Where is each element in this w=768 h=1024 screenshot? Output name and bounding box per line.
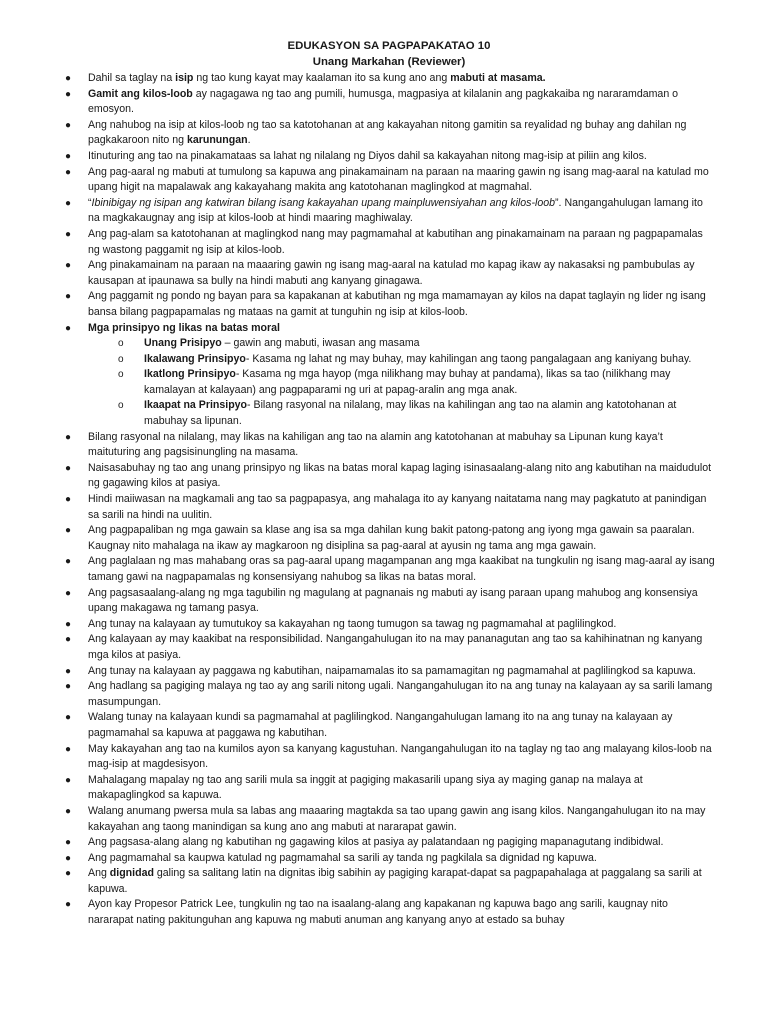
reviewer-list <box>62 71 716 929</box>
list-item <box>62 897 716 928</box>
bullet-icon: ● <box>65 88 72 100</box>
bullet-icon: ● <box>65 837 72 849</box>
circle-bullet-icon: o <box>118 353 124 365</box>
bullet-icon: ● <box>65 166 72 178</box>
item-text: Ang nahubog na isip at kilos-loob ng tao sa katotohanan at ang kakayahan nitong gamitin sa reyalidad ng buhay ang dahilan ng pagkakaroon nito ng <box>88 118 687 147</box>
bullet-icon: ● <box>65 462 72 474</box>
list-item <box>62 149 716 165</box>
item-text: May kakayahan ang tao na kumilos ayon sa kanyang kagustuhan. Nangangahulugan ito na taglay ng tao ang malayang kilos-loob na mag-isip at magdesisyon. <box>88 742 712 771</box>
item-text: Naisasabuhay ng tao ang unang prinsipyo ng likas na batas moral kapag laging isinasaalang-alang nito ang kabutihan na maidudulot ng gagawing kilos at pasiya. <box>88 461 712 490</box>
principle-text: - Kasama ng mga hayop (mga nilikhang may buhay at pandama), likas sa tao (nilikhang may kamalayan at kalayaan) ang pagpaparami ng uri at papag-aralin ang mga anak. <box>144 368 671 396</box>
list-item <box>62 632 716 663</box>
list-item <box>62 461 716 492</box>
item-text: Ang paggamit ng pondo ng bayan para sa kapakanan at kabutihan ng mga mamamayan ay kilos na dapat taglayin ng lider ng isang bansa bilang pagpapamalas ng mataas na gamit at tunguhin ng isip at kilos-loob. <box>88 290 706 318</box>
sub-list-item <box>118 336 716 352</box>
list-item <box>62 258 716 289</box>
item-text: Mahalagang mapalay ng tao ang sarili mula sa inggit at pagiging makasarili upang siya ay maging ganap na malaya at makapaglingkod sa kapuwa. <box>88 773 643 802</box>
item-text: Ang hadlang sa pagiging malaya ng tao ay ang sarili nitong ugali. Nangangahulugan ito na ang tunay na kalayaan ay sa sarili lamang masumpungan. <box>88 680 713 708</box>
list-item <box>62 554 716 585</box>
item-text: Ang pag-alam sa katotohanan at maglingkod nang may pagmamahal at kabutihan ang pinakamainam na paraan ng pagpapamalas ng wastong paggamit ng isip at kilos-loob. <box>88 227 703 256</box>
bullet-icon: ● <box>65 743 72 755</box>
bullet-icon: ● <box>65 431 72 443</box>
bullet-icon: ● <box>65 587 72 599</box>
item-text: . <box>247 134 251 147</box>
item-text: Ang pag-aaral ng mabuti at tumulong sa kapuwa ang pinakamainam na paraan na maaring gawin ng isang mag-aaral na katulad mo upang higit na mapalawak ang kakayahang makita ang katotohanan maglingkod at magmahal. <box>88 165 709 194</box>
item-bold-text: dignidad <box>109 867 154 880</box>
item-bold-text: Gamit ang kilos-loob <box>88 87 193 100</box>
principle-name: Unang Prisipyo <box>144 337 222 350</box>
list-item <box>62 321 716 430</box>
document-subtitle: Unang Markahan (Reviewer) <box>312 56 466 68</box>
list-item <box>62 773 716 804</box>
bullet-icon: ● <box>65 494 72 506</box>
principle-sublist <box>88 336 716 430</box>
bullet-icon: ● <box>65 260 72 272</box>
list-item <box>62 87 716 118</box>
item-text: Ang pagmamahal sa kaupwa katulad ng pagmamahal sa sarili ay tanda ng pagkilala sa dignidad ng kapuwa. <box>88 851 597 864</box>
item-text: Ang pagpapaliban ng mga gawain sa klase ang isa sa mga dahilan kung bakit patong-patong ang iyong mga gawain sa paaralan. Kaugnay nito mahalaga na ikaw ay magkaroon ng disiplina sa pag-aaral at ayusin ng tama ang mga gawain. <box>88 524 695 552</box>
bullet-icon: ● <box>65 681 72 693</box>
bullet-icon: ● <box>65 665 72 677</box>
item-text: Walang tunay na kalayaan kundi sa pagmamahal at paglilingkod. Nangangahulugan lamang ito na ang tunay na kalayaan ay pagmamahal sa kapuwa at paggawa ng kabutihan. <box>88 711 673 739</box>
bullet-icon: ● <box>65 291 72 303</box>
principle-name: Ikatlong Prinsipyo <box>144 368 236 381</box>
item-text: ”. Nangangahulugan lamang ito na magkakaugnay ang isip at kilos-loob at hindi maaring maghiwalay. <box>88 196 703 225</box>
item-text: Walang anumang pwersa mula sa labas ang maaaring magtakda sa tao upang gawin ang isang kilos. Nangangahulugan ito na may kakayahan ang taong manindigan sa kung ano ang mabuti at nararapat gawin. <box>88 804 706 833</box>
list-item <box>62 866 716 897</box>
list-item <box>62 492 716 523</box>
sub-list-item <box>118 398 716 429</box>
item-text: “ <box>88 196 92 209</box>
principle-name: Ikalawang Prinsipyo <box>144 352 246 365</box>
item-italic-text: Ibinibigay ng isipan ang katwiran bilang isang kakayahan upang mainpluwensiyahan ang kilos-loob <box>91 196 556 209</box>
list-item <box>62 71 716 87</box>
bullet-icon: ● <box>65 618 72 630</box>
item-bold-text: isip <box>175 72 194 84</box>
bullet-icon: ● <box>65 712 72 724</box>
sub-list-item <box>118 367 716 398</box>
item-bold-text: mabuti at masama. <box>450 72 546 84</box>
item-text: Bilang rasyonal na nilalang, may likas na kahiligan ang tao na alamin ang katotohanan at mabuhay sa Lipunan kung kaya’t maituturing ang pagsisinungling na masama. <box>88 430 663 459</box>
bullet-icon: ● <box>65 868 72 880</box>
list-item <box>62 289 716 320</box>
list-item <box>62 742 716 773</box>
item-text: Ang <box>88 867 110 880</box>
bullet-icon: ● <box>65 899 72 911</box>
list-item <box>62 679 716 710</box>
bullet-icon: ● <box>65 119 72 131</box>
sub-list-item <box>118 352 716 368</box>
list-item <box>62 430 716 461</box>
item-text: Dahil sa taglay na <box>88 72 176 84</box>
principle-text: – gawin ang mabuti, iwasan ang masama <box>221 337 420 350</box>
item-text: Ang tunay na kalayaan ay paggawa ng kabutihan, naipamamalas ito sa pamamagitan ng pagmamahal at paglilingkod sa kapuwa. <box>88 664 696 677</box>
list-item <box>62 804 716 835</box>
bullet-icon: ● <box>65 73 72 84</box>
principle-text: - Kasama ng lahat ng may buhay, may kahilingan ang taong pangalagaan ang kaniyang buhay. <box>245 352 692 365</box>
principle-text: - Bilang rasyonal na nilalang, may likas na kahilingan ang tao na alamin ang katotohanan at mabuhay sa lipunan. <box>144 399 677 428</box>
bullet-icon: ● <box>65 525 72 537</box>
bullet-icon: ● <box>65 805 72 817</box>
list-item <box>62 118 716 149</box>
bullet-icon: ● <box>65 852 72 864</box>
bullet-icon: ● <box>65 150 72 162</box>
bullet-icon: ● <box>65 228 72 240</box>
circle-bullet-icon: o <box>118 338 124 350</box>
list-item <box>62 617 716 633</box>
document-title: EDUKASYON SA PAGPAPAKATAO 10 <box>287 40 491 52</box>
item-text: Ang kalayaan ay may kaakibat na responsibilidad. Nangangahulugan ito na may pananagutan ang tao sa kahihinatnan ng kanyang mga kilos at pasiya. <box>88 633 703 661</box>
bullet-icon: ● <box>65 322 72 334</box>
item-text: Hindi maiiwasan na magkamali ang tao sa pagpapasya, ang mahalaga ito ay kanyang naitatama nang may pagkatuto at panindigan sa sarili na hindi na uulitin. <box>88 493 707 521</box>
list-item <box>62 227 716 258</box>
list-item <box>62 710 716 741</box>
list-item <box>62 165 716 196</box>
item-text: galing sa salitang latin na dignitas ibig sabihin ay pagiging karapat-dapat sa pagpapahalaga at paggalang sa sarili at kapuwa. <box>88 867 702 895</box>
item-text: ng tao kung kayat may kaalaman ito sa kung ano ang <box>193 72 451 84</box>
item-text: Ang paglalaan ng mas mahabang oras sa pag-aaral upang magampanan ang mga kaakibat na tungkulin ng isang mag-aaral ay isang tamang gawi na nagpapamalas ng konsensiyang nahubog sa likas na batas moral. <box>88 555 715 583</box>
bullet-icon: ● <box>65 197 72 209</box>
bullet-icon: ● <box>65 774 72 786</box>
item-text: Itinuturing ang tao na pinakamataas sa lahat ng nilalang ng Diyos dahil sa kakayahan nitong mag-isip at piliin ang kilos. <box>88 149 647 162</box>
circle-bullet-icon: o <box>118 369 124 381</box>
item-text: Ang pagsasa-alang alang ng kabutihan ng gagawing kilos at pasiya ay palatandaan ng pagiging mapanagutang indibidwal. <box>88 836 664 849</box>
item-text: Ang pagsasaalang-alang ng mga tagubilin ng magulang at pagnanais ng mabuti ay isang paraan upang mahubog ang konsensiya upang makagawa ng tamang pasya. <box>88 586 698 615</box>
list-item <box>62 196 716 227</box>
list-item <box>62 835 716 851</box>
bullet-icon: ● <box>65 634 72 646</box>
principle-name: Ikaapat na Prinsipyo <box>144 399 248 412</box>
item-bold-text: Mga prinsipyo ng likas na batas moral <box>88 321 280 334</box>
list-item <box>62 586 716 617</box>
item-text: Ang pinakamainam na paraan na maaaring gawin ng isang mag-aaral na katulad mo kapag ikaw ay nakasaksi ng pambubulas ay kausapan at ipaunawa sa bully na hindi mabuti ang kanyang ginagawa. <box>88 259 695 287</box>
item-text: Ang tunay na kalayaan ay tumutukoy sa kakayahan ng taong tumugon sa tawag ng pagmamahal at paglilingkod. <box>88 617 617 630</box>
list-item <box>62 523 716 554</box>
item-text: Ayon kay Propesor Patrick Lee, tungkulin ng tao na isaalang-alang ang kapakanan ng kapuwa bago ang sarili, kaugnay nito nararapat nating pakitunguhan ang kapuwa ng mabuti anuman ang kanyang anyo at estado sa buhay <box>88 898 668 927</box>
list-item <box>62 851 716 867</box>
item-bold-text: karunungan <box>186 134 248 147</box>
bullet-icon: ● <box>65 556 72 568</box>
item-text: ay nagagawa ng tao ang pumili, humusga, magpasiya at kilalanin ang pagkakaiba ng nararamdaman o emosyon. <box>88 87 679 116</box>
list-item <box>62 664 716 680</box>
circle-bullet-icon: o <box>118 400 124 412</box>
